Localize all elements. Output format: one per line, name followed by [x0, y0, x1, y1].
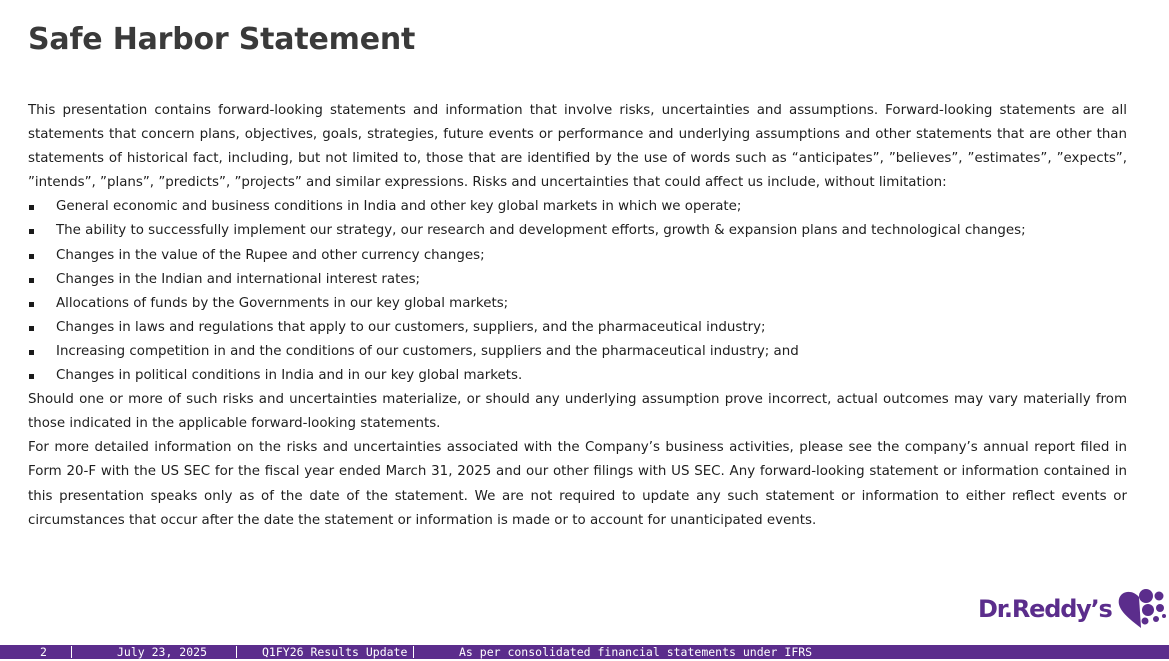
list-item-text: General economic and business conditions in India and other key global markets in which we operate;: [56, 199, 742, 215]
footer-divider: [71, 646, 72, 658]
bullet-icon: [29, 350, 34, 355]
bullet-icon: [29, 229, 34, 234]
list-item-text: Allocations of funds by the Governments in our key global markets;: [56, 295, 509, 311]
list-item: [28, 195, 1127, 219]
list-item: [28, 219, 1127, 243]
footer-note: As per consolidated financial statements under IFRS: [459, 645, 813, 659]
list-item-text: Changes in laws and regulations that apply to our customers, suppliers, and the pharmaceutical industry;: [56, 319, 766, 335]
list-item: [28, 244, 1127, 268]
bullet-icon: [29, 278, 34, 283]
list-item: [28, 292, 1127, 316]
bullet-icon: [29, 326, 34, 331]
list-item-text: The ability to successfully implement our strategy, our research and development efforts, growth & expansion plans and technological changes;: [56, 223, 1026, 239]
list-item-text: Changes in political conditions in India and in our key global markets.: [56, 368, 523, 384]
company-logo: [978, 588, 1167, 630]
footer-report-title: Q1FY26 Results Update: [262, 645, 408, 659]
list-item-text: Changes in the Indian and international interest rates;: [56, 271, 421, 287]
list-item: [28, 340, 1127, 364]
list-item-text: Increasing competition in and the conditions of our customers, suppliers and the pharmaceutical industry; and: [56, 343, 799, 359]
intro-paragraph: This presentation contains forward-looking statements and information that involve risks, uncertainties and assumptions. Forward-looking statements are all statements that concern plans, objectives, goals, strategies, future events or performance and underlying assumptions and other statements that are other than statements of historical fact, including, but not limited to, those that are identified by the use of words such as “anticipates”, ”believes”, ”estimates”, ”expects”, ”intends”, ”plans”, ”predicts”, ”projects” and similar expressions. Risks and uncertainties that could affect us include, without limitation:: [28, 103, 1127, 191]
footer-divider: [236, 646, 237, 658]
bullet-icon: [29, 374, 34, 379]
risk-list: [28, 195, 1127, 388]
list-item: [28, 268, 1127, 292]
list-item: [28, 364, 1127, 388]
details-paragraph: For more detailed information on the risks and uncertainties associated with the Company’s business activities, please see the company’s annual report filed in Form 20-F with the US SEC for the fiscal year ended March 31, 2025 and our other filings with US SEC. Any forward-looking statement or information contained in this presentation speaks only as of the date of the statement. We are not required to update any such statement or information to either reflect events or circumstances that occur after the date the statement or information is made or to account for unanticipated events.: [28, 440, 1127, 528]
bullet-icon: [29, 254, 34, 259]
logo-heart-icon: [1117, 588, 1167, 630]
list-item-text: Changes in the value of the Rupee and other currency changes;: [56, 247, 485, 263]
footer-bar: [0, 645, 1169, 659]
page-title: Safe Harbor Statement: [28, 22, 416, 57]
bullet-icon: [29, 302, 34, 307]
safe-harbor-body: [28, 99, 1127, 533]
logo-wordmark: Dr.Reddy’s: [978, 595, 1112, 623]
outcome-paragraph: Should one or more of such risks and uncertainties materialize, or should any underlying assumption prove incorrect, actual outcomes may vary materially from those indicated in the applicable forward-looking statements.: [28, 392, 1127, 432]
bullet-icon: [29, 205, 34, 210]
page-number: 2: [40, 645, 47, 659]
list-item: [28, 316, 1127, 340]
footer-date: July 23, 2025: [117, 645, 208, 659]
footer-divider: [413, 646, 414, 658]
